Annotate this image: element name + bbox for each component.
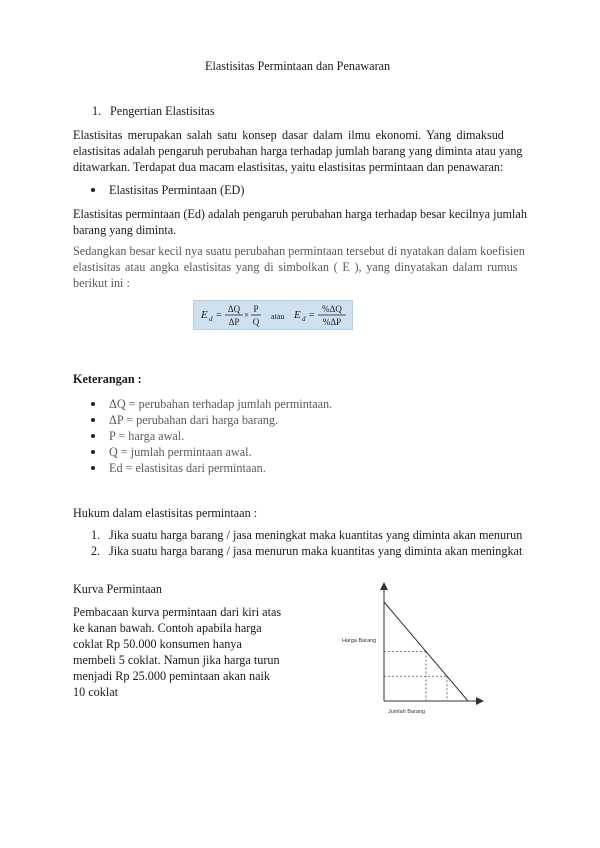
bullet-icon [91, 434, 95, 438]
hukum-number: 2. [91, 544, 101, 558]
kurva-line: membeli 5 coklat. Namun jika harga turun [73, 653, 280, 667]
bullet-icon [91, 418, 95, 422]
elasticity-formula [193, 300, 353, 330]
bullet-icon [91, 466, 95, 470]
formula-eq2: = [309, 310, 315, 321]
bullet-icon [91, 450, 95, 454]
keterangan-heading: Keterangan : [73, 372, 142, 386]
keterangan-item: ΔQ = perubahan terhadap jumlah permintaan. [109, 397, 333, 411]
paragraph-line: elastisitas atau angka elastisitas yang di simbolkan ( E ), yang dinyatakan dalam rumus [73, 260, 518, 274]
kurva-line: menjadi Rp 25.000 pemintaan akan naik [73, 669, 270, 683]
formula-d1: ΔP [228, 317, 240, 327]
x-axis-label: Jumlah Barang [388, 709, 425, 715]
formula-times: × [244, 310, 250, 320]
demand-curve-chart [330, 578, 500, 728]
formula-d2: Q [252, 317, 260, 327]
kurva-line: 10 coklat [73, 685, 119, 699]
formula-n2: P [253, 304, 259, 314]
paragraph-line: ditawarkan. Terdapat dua macam elastisitas, yaitu elastisitas permintaan dan penawaran: [73, 160, 504, 174]
paragraph-line: Sedangkan besar kecil nya suatu perubahan permintaan tersebut di nyatakan dalam koefisien [73, 244, 525, 258]
kurva-line: ke kanan bawah. Contoh apabila harga [73, 621, 262, 635]
section-heading: Pengertian Elastisitas [110, 104, 215, 118]
formula-lhs2: E [294, 309, 301, 321]
formula-sub2: d [302, 315, 306, 323]
paragraph-line: Elastisitas permintaan (Ed) adalah pengaruh perubahan harga terhadap besar kecilnya jumlah [73, 207, 527, 221]
keterangan-item: P = harga awal. [109, 429, 185, 443]
formula-sub: d [209, 315, 213, 323]
bullet-text: Elastisitas Permintaan (ED) [109, 183, 245, 197]
paragraph-line: barang yang diminta. [73, 223, 177, 237]
paragraph-line: Elastisitas merupakan salah satu konsep dasar dalam ilmu ekonomi. Yang dimaksud [73, 128, 504, 142]
hukum-item: Jika suatu harga barang / jasa menurun maka kuantitas yang diminta akan meningkat [109, 544, 523, 558]
hukum-item: Jika suatu harga barang / jasa meningkat maka kuantitas yang diminta akan menurun [109, 528, 523, 542]
formula-n1: ΔQ [227, 304, 241, 314]
formula-lhs: E [201, 309, 208, 321]
hukum-number: 1. [91, 528, 101, 542]
keterangan-item: Q = jumlah permintaan awal. [109, 445, 252, 459]
kurva-line: Pembacaan kurva permintaan dari kiri atas [73, 605, 282, 619]
paragraph-line: berikut ini : [73, 276, 130, 290]
bullet-icon [91, 402, 95, 406]
section-number: 1. [92, 104, 102, 118]
kurva-heading: Kurva Permintaan [73, 582, 163, 596]
paragraph-line: elastisitas adalah pengaruh perubahan harga terhadap jumlah barang yang diminta atau yang [73, 144, 523, 158]
formula-d3: %ΔP [322, 317, 342, 327]
keterangan-item: Ed = elastisitas dari permintaan. [109, 461, 266, 475]
hukum-heading: Hukum dalam elastisitas permintaan : [73, 506, 258, 520]
kurva-line: coklat Rp 50.000 konsumen hanya [73, 637, 242, 651]
y-axis-label: Harga Barang [342, 638, 377, 644]
formula-eq: = [216, 310, 222, 321]
formula-atau: atau [271, 312, 285, 321]
formula-n3: %ΔQ [322, 304, 342, 314]
keterangan-item: ΔP = perubahan dari harga barang. [109, 413, 279, 427]
bullet-icon [91, 188, 95, 192]
document-title: Elastisitas Permintaan dan Penawaran [205, 59, 391, 73]
